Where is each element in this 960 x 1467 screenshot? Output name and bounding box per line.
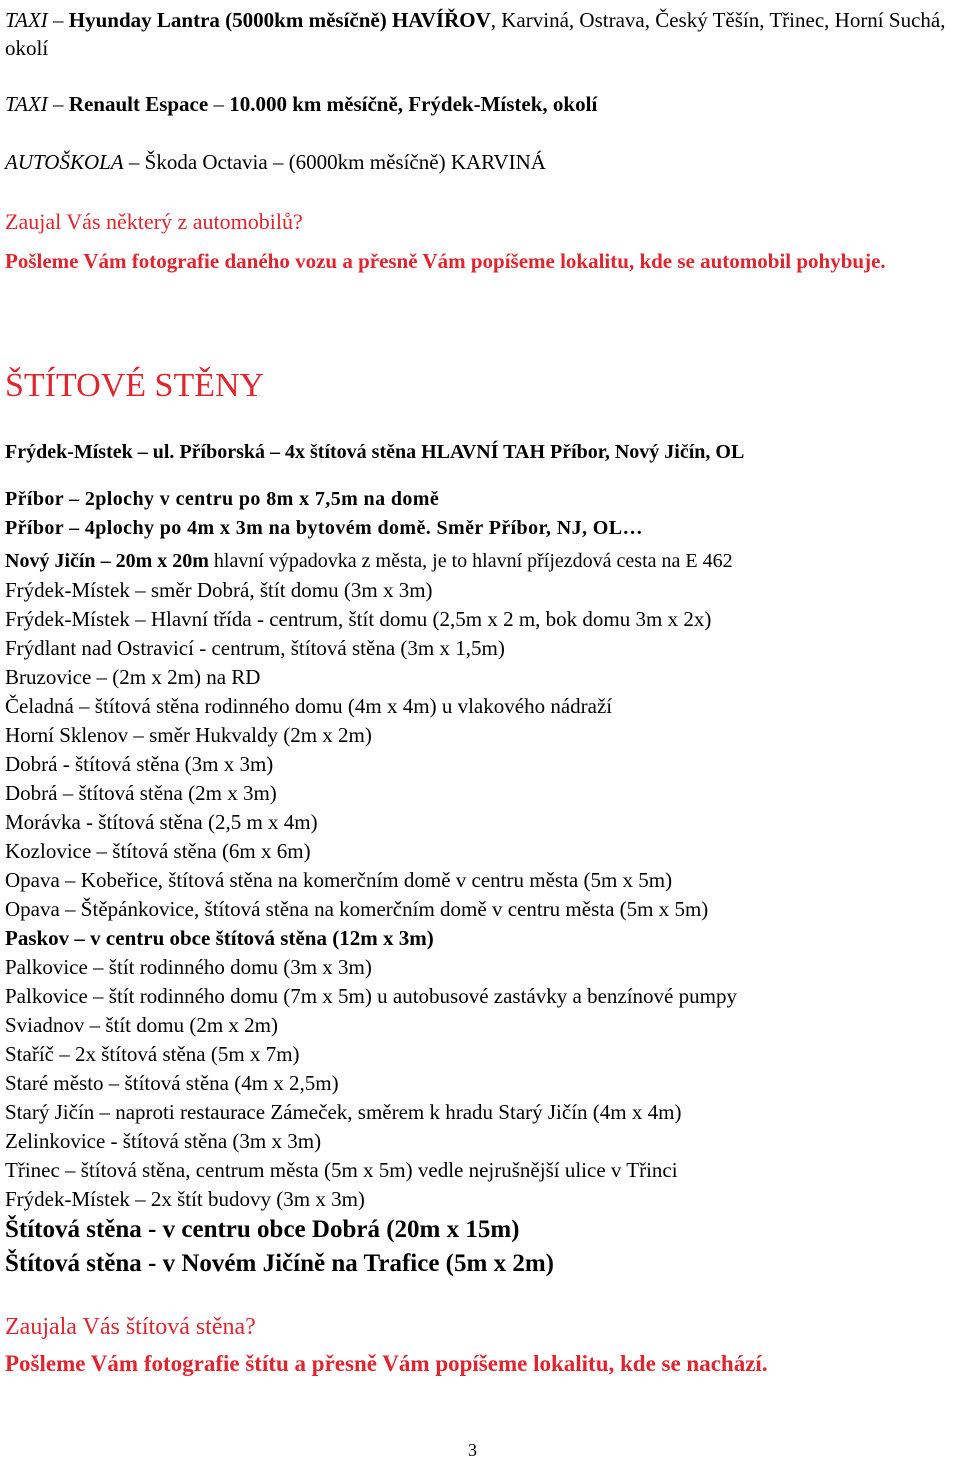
- nj-size: – 20m x 20m: [100, 550, 209, 572]
- wall-item: Bruzovice – (2m x 2m) na RD: [5, 665, 261, 689]
- wall-item: Dobrá - štítová stěna (3m x 3m): [5, 752, 274, 776]
- pribor-line-1: Příbor – 2plochy v centru po 8m x 7,5m na domě: [5, 488, 440, 510]
- wall-item: Palkovice – štít rodinného domu (3m x 3m): [5, 955, 372, 979]
- areas: , Karviná, Ostrava, Český Těšín, Třinec, Horní Suchá, okolí: [5, 8, 946, 60]
- page-number: 3: [468, 1440, 477, 1460]
- section-title: ŠTÍTOVÉ STĚNY: [5, 367, 265, 404]
- car-cta-sentence: Pošleme Vám fotografie daného vozu a přesně Vám popíšeme lokalitu, kde se automobil pohybuje.: [5, 249, 886, 273]
- car-cta-question: Zaujal Vás některý z automobilů?: [5, 209, 303, 234]
- wall-item: Třinec – štítová stěna, centrum města (5m x 5m) vedle nejrušnější ulice v Třinci: [5, 1158, 678, 1182]
- wall-item: Paskov – v centru obce štítová stěna (12m x 3m): [5, 926, 434, 950]
- taxi-ad-espace: TAXI – Renault Espace – 10.000 km měsíčně, Frýdek-Místek, okolí: [5, 92, 598, 116]
- km-info: (5000km měsíčně): [225, 8, 387, 32]
- frydek-wall-desc: Příborská – 4x štítová stěna HLAVNÍ TAH Příbor, Nový Jičín, OL: [179, 441, 745, 463]
- novy-jicin-line: [5, 549, 733, 573]
- nj-city: Nový Jičín: [5, 550, 96, 572]
- car-name: Hyunday Lantra: [68, 8, 220, 32]
- car-cta-text: [5, 246, 957, 277]
- wall-item: Zelinkovice - štítová stěna (3m x 3m): [5, 1129, 322, 1153]
- city: HAVÍŘOV: [391, 8, 491, 32]
- wall-item: Starý Jičín – naproti restaurace Zámeček, směrem k hradu Starý Jičín (4m x 4m): [5, 1100, 682, 1124]
- wall-item: Opava – Štěpánkovice, štítová stěna na komerčním domě v centru města (5m x 5m): [5, 897, 709, 921]
- pribor-direction: Směr Příbor, NJ, OL…: [436, 517, 643, 539]
- wall-item: Frýdek-Místek – 2x štít budovy (3m x 3m): [5, 1187, 365, 1211]
- km-info: (6000km měsíčně): [288, 150, 446, 174]
- highlight-dobra: Štítová stěna - v centru obce Dobrá (20m x 15m): [5, 1216, 520, 1243]
- wall-item: Staré město – štítová stěna (4m x 2,5m): [5, 1071, 339, 1095]
- wall-item: Morávka - štítová stěna (2,5 m x 4m): [5, 810, 318, 834]
- frydek-pribor-line: [5, 440, 744, 464]
- wall-cta-sentence: Pošleme Vám fotografie štítu a přesně Vám popíšeme lokalitu, kde se nachází.: [5, 1351, 768, 1376]
- autoskola-ad: AUTOŠKOLA – Škoda Octavia – (6000km měsíčně) KARVINÁ: [5, 150, 546, 174]
- nj-desc: hlavní výpadovka z města, je to hlavní příjezdová cesta na E 462: [213, 550, 733, 572]
- wall-item: Kozlovice – štítová stěna (6m x 6m): [5, 839, 311, 863]
- taxi-label: TAXI: [5, 92, 48, 116]
- wall-item: Frýdek-Místek – směr Dobrá, štít domu (3m x 3m): [5, 578, 433, 602]
- taxi-ad-lantra: TAXI – Hyunday Lantra (5000km měsíčně) HAVÍŘOV, Karviná, Ostrava, Český Těšín, Třinec, Horní Suchá, okolí: [5, 8, 946, 60]
- highlight-novy-jicin: Štítová stěna - v Novém Jičíně na Trafice (5m x 2m): [5, 1250, 554, 1277]
- wall-item: Dobrá – štítová stěna (2m x 3m): [5, 781, 277, 805]
- wall-item: Frýdlant nad Ostravicí - centrum, štítová stěna (3m x 1,5m): [5, 636, 505, 660]
- wall-cta-question: Zaujala Vás štítová stěna?: [5, 1314, 256, 1340]
- wall-item: Sviadnov – štít domu (2m x 2m): [5, 1013, 278, 1037]
- pribor-line-2: [5, 516, 643, 540]
- wall-item: Horní Sklenov – směr Hukvaldy (2m x 2m): [5, 723, 372, 747]
- city: KARVINÁ: [450, 150, 546, 174]
- wall-item: Staříč – 2x štítová stěna (5m x 7m): [5, 1042, 300, 1066]
- car-name: Renault Espace: [68, 92, 209, 116]
- car-info: 10.000 km měsíčně, Frýdek-Místek, okolí: [229, 92, 598, 116]
- taxi-label: TAXI: [5, 8, 48, 32]
- frydek-street: Frýdek-Místek – ul.: [5, 441, 175, 463]
- wall-cta-text: [5, 1347, 957, 1381]
- car-name: Škoda Octavia: [144, 150, 268, 174]
- autoskola-label: AUTOŠKOLA: [5, 150, 124, 174]
- wall-item: Čeladná – štítová stěna rodinného domu (4m x 4m) u vlakového nádraží: [5, 694, 613, 718]
- pribor-desc: Příbor – 4plochy po 4m x 3m na bytovém domě.: [5, 517, 432, 539]
- wall-item: Palkovice – štít rodinného domu (7m x 5m) u autobusové zastávky a benzínové pumpy: [5, 984, 737, 1008]
- wall-item: Frýdek-Místek – Hlavní třída - centrum, štít domu (2,5m x 2 m, bok domu 3m x 2x): [5, 607, 712, 631]
- wall-item: Opava – Kobeřice, štítová stěna na komerčním domě v centru města (5m x 5m): [5, 868, 673, 892]
